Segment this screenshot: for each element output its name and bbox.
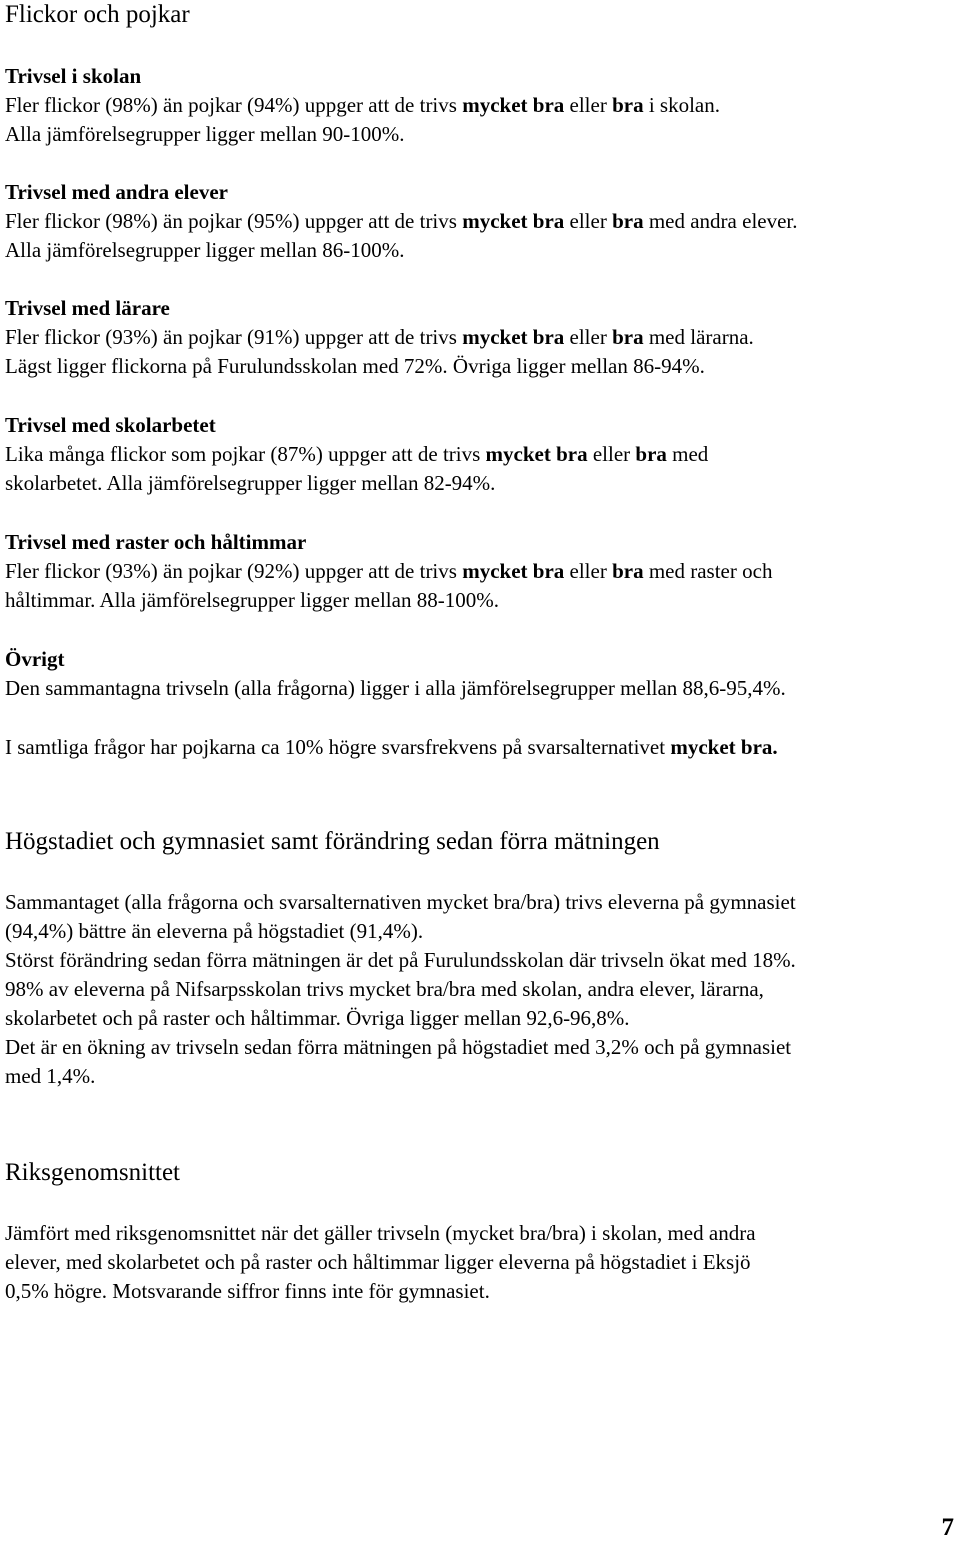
paragraph-line: Sammantaget (alla frågorna och svarsalternativen mycket bra/bra) trivs eleverna på gymnasiet: [5, 890, 796, 914]
page-number: 7: [941, 1514, 954, 1541]
paragraph-line: [5, 469, 957, 498]
paragraph-line: [5, 207, 957, 236]
paragraph-line: [5, 236, 957, 265]
paragraph-line: skolarbetet och på raster och håltimmar. Övriga ligger mellan 92,6-96,8%.: [5, 1006, 630, 1030]
paragraph-line: [5, 120, 957, 149]
paragraph-line: Det är en ökning av trivseln sedan förra mätningen på högstadiet med 3,2% och på gymnasiet: [5, 1035, 792, 1059]
subheading: Trivsel med lärare: [5, 296, 170, 320]
paragraph-line: [5, 674, 957, 703]
text-segment: eller: [564, 209, 613, 233]
bold-text-segment: mycket bra: [462, 325, 565, 349]
text-segment: eller: [564, 559, 613, 583]
section-title-flickor-och-pojkar: Flickor och pojkar: [5, 1, 190, 28]
section-title-hogstadiet: Högstadiet och gymnasiet samt förändring sedan förra mätningen: [5, 828, 660, 855]
text-segment: i skolan.: [643, 93, 720, 117]
text-segment: eller: [587, 442, 636, 466]
paragraph-line: elever, med skolarbetet och på raster och håltimmar ligger eleverna på högstadiet i Eksjö: [5, 1250, 751, 1274]
text-segment: Fler flickor (93%) än pojkar (91%) uppger att de trivs: [5, 325, 463, 349]
text-segment: Lika många flickor som pojkar (87%) uppger att de trivs: [5, 442, 486, 466]
text-segment: med: [666, 442, 709, 466]
bold-text-segment: bra: [612, 559, 644, 583]
paragraph-line: [5, 323, 957, 352]
text-segment: eller: [564, 93, 613, 117]
paragraph-line: Jämfört med riksgenomsnittet när det gäller trivseln (mycket bra/bra) i skolan, med andra: [5, 1221, 756, 1245]
paragraph-line: [5, 352, 957, 381]
paragraph-line: [5, 91, 957, 120]
subheading: Trivsel med skolarbetet: [5, 413, 216, 437]
bold-text-segment: mycket bra.: [670, 735, 778, 759]
bold-text-segment: bra: [635, 442, 667, 466]
bold-text-segment: mycket bra: [485, 442, 588, 466]
closing-paragraph: [5, 733, 957, 762]
text-segment: med andra elever.: [643, 209, 798, 233]
text-segment: I samtliga frågor har pojkarna ca 10% högre svarsfrekvens på svarsalternativet: [5, 735, 671, 759]
bold-text-segment: mycket bra: [462, 209, 565, 233]
paragraph-line: Störst förändring sedan förra mätningen är det på Furulundsskolan där trivseln ökat med 18%.: [5, 948, 796, 972]
bold-text-segment: mycket bra: [462, 93, 565, 117]
bold-text-segment: bra: [612, 325, 644, 349]
text-segment: med lärarna.: [643, 325, 754, 349]
paragraph-line: 98% av eleverna på Nifsarpsskolan trivs mycket bra/bra med skolan, andra elever, lärarna,: [5, 977, 764, 1001]
paragraph-line: (94,4%) bättre än eleverna på högstadiet (91,4%).: [5, 919, 424, 943]
text-segment: Alla jämförelsegrupper ligger mellan 90-100%.: [5, 122, 405, 146]
text-segment: skolarbetet. Alla jämförelsegrupper ligger mellan 82-94%.: [5, 471, 496, 495]
paragraph-line: [5, 586, 957, 615]
bold-text-segment: mycket bra: [462, 559, 565, 583]
subheading: Trivsel med andra elever: [5, 180, 228, 204]
bold-text-segment: bra: [612, 209, 644, 233]
section-title-riksgenomsnittet: Riksgenomsnittet: [5, 1159, 180, 1186]
subheading: Övrigt: [5, 647, 65, 671]
text-segment: Den sammantagna trivseln (alla frågorna) ligger i alla jämförelsegrupper mellan 88,6-95,4%.: [5, 676, 786, 700]
subheading: Trivsel med raster och håltimmar: [5, 530, 307, 554]
paragraph-line: [5, 440, 957, 469]
text-segment: Fler flickor (98%) än pojkar (94%) uppger att de trivs: [5, 93, 463, 117]
text-segment: Alla jämförelsegrupper ligger mellan 86-100%.: [5, 238, 405, 262]
text-segment: med raster och: [643, 559, 773, 583]
paragraph-line: 0,5% högre. Motsvarande siffror finns inte för gymnasiet.: [5, 1279, 490, 1303]
paragraph-line: med 1,4%.: [5, 1064, 96, 1088]
subheading: Trivsel i skolan: [5, 64, 142, 88]
text-segment: eller: [564, 325, 613, 349]
text-segment: Fler flickor (93%) än pojkar (92%) uppger att de trivs: [5, 559, 463, 583]
paragraph-line: [5, 557, 957, 586]
text-segment: håltimmar. Alla jämförelsegrupper ligger mellan 88-100%.: [5, 588, 499, 612]
text-segment: Lägst ligger flickorna på Furulundsskolan med 72%. Övriga ligger mellan 86-94%.: [5, 354, 705, 378]
text-segment: Fler flickor (98%) än pojkar (95%) uppger att de trivs: [5, 209, 463, 233]
bold-text-segment: bra: [612, 93, 644, 117]
